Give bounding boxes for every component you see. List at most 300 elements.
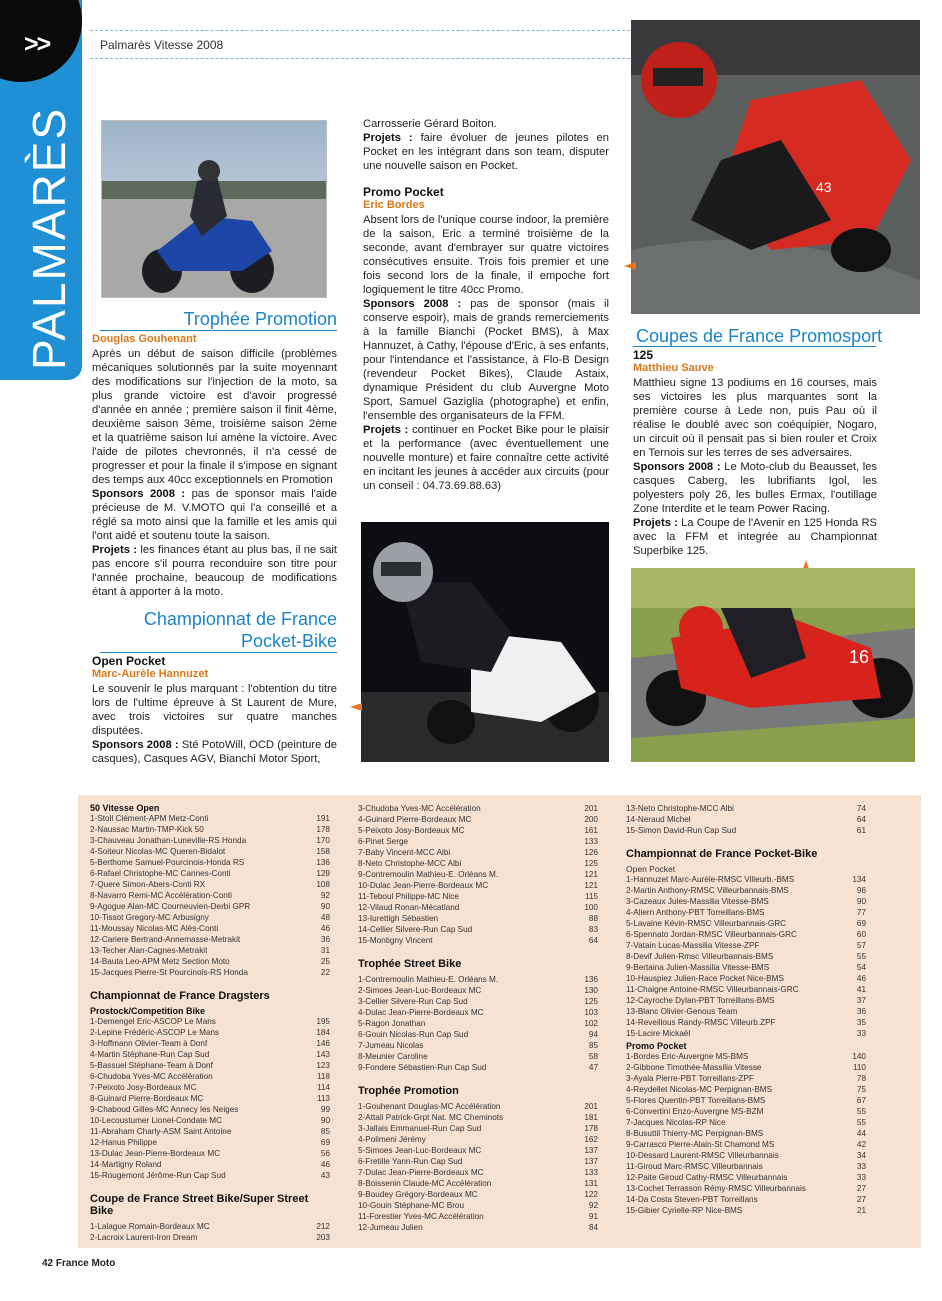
rider-entry: 9-Carrasco Pierre-Alain-St Chamond MS (626, 1140, 775, 1149)
points-value: 85 (320, 1127, 330, 1136)
results-column-1 (90, 803, 330, 1243)
header-rule (90, 30, 630, 31)
spacer (90, 1181, 330, 1191)
photo-pocket-rider (361, 522, 609, 762)
rider-name: Eric Bordes (363, 199, 425, 211)
points-value: 99 (320, 1105, 330, 1114)
paragraph-text: Le Moto-club du Beausset, les casques Caberg, les lubrifiants Igol, les polyesters poly 26, les bulles Ermax, l'outillage Zone Interdite et le team Power Racing. (633, 461, 878, 515)
rider-entry: 13-Cochet Terrasson Rémy-RMSC Villeurbannais (626, 1184, 806, 1193)
rider-name: Matthieu Sauve (633, 362, 714, 374)
rider-entry: 2-Martin Anthony-RMSC Villeurbannais-BMS (626, 886, 789, 895)
rider-name: Douglas Gouhenant (92, 333, 197, 345)
rider-entry: 4-Aliern Anthony-PBT Torreillans-BMS (626, 908, 765, 917)
paragraph-text: pas de sponsor mais l'aide précieuse de M. V.MOTO qui l'a conseillé et a réglé sa moto ainsi que la famille et les amis qui l'ont aidé et soutenu toute la saison. (92, 488, 338, 542)
table-row (90, 1093, 330, 1104)
points-value: 34 (856, 1151, 866, 1160)
rider-entry: 7-Jacques Nicolas-RP Nice (626, 1118, 726, 1127)
table-row (626, 940, 866, 951)
category-title: Promo Pocket (363, 185, 444, 199)
table-row (626, 1084, 866, 1095)
points-value: 58 (588, 1052, 598, 1061)
sponsors-label: Sponsors 2008 : (633, 461, 721, 473)
page-number: 42 (42, 1258, 54, 1269)
points-value: 61 (856, 826, 866, 835)
table-row (358, 1062, 598, 1073)
table-row (90, 890, 330, 901)
table-row (90, 846, 330, 857)
points-value: 133 (584, 837, 598, 846)
table-row (90, 1049, 330, 1060)
rider-entry: 9-Boudey Grégory-Bordeaux MC (358, 1190, 478, 1199)
points-value: 46 (320, 924, 330, 933)
heading-championnat-pocket-2: Pocket-Bike (240, 631, 337, 651)
table-row (626, 1150, 866, 1161)
points-value: 33 (856, 1029, 866, 1038)
paragraph-text: Sté PotoWill, OCD (peinture de casques), Casques AGV, Bianchi Motor Sport, (92, 739, 337, 765)
table-row (358, 1112, 598, 1123)
table-row (358, 825, 598, 836)
rider-entry: 8-Guinard Pierre-Bordeaux MC (90, 1094, 204, 1103)
points-value: 22 (320, 968, 330, 977)
points-value: 44 (856, 1129, 866, 1138)
rider-entry: 3-Jallais Emmanuel-Run Cap Sud (358, 1124, 482, 1133)
rider-entry: 1-Demengel Eric-ASCOP Le Mans (90, 1017, 216, 1026)
rider-entry: 5-Lavaine Kévin-RMSC Villeurbannais-GRC (626, 919, 787, 928)
rider-entry: 13-Blanc Olivier-Genous Team (626, 1007, 738, 1016)
table-row (626, 1006, 866, 1017)
table-row (626, 907, 866, 918)
rider-entry: 8-Navarro Remi-MC Accélération-Conti (90, 891, 232, 900)
points-value: 55 (856, 1118, 866, 1127)
rider-entry: 9-Agogue Alan-MC Courneuvien-Derbi GPR (90, 902, 251, 911)
points-value: 91 (588, 1212, 598, 1221)
article-paragraph (92, 682, 337, 766)
points-value: 47 (588, 1063, 598, 1072)
points-value: 140 (852, 1052, 866, 1061)
rider-entry: 3-Cellier Silvere-Run Cap Sud (358, 997, 468, 1006)
points-value: 102 (584, 1019, 598, 1028)
rider-entry: 9-Fondere Sébastien-Run Cap Sud (358, 1063, 487, 1072)
points-value: 92 (320, 891, 330, 900)
tab-arrows: >> (24, 30, 50, 58)
tab-vertical-title: PALMARÈS (23, 106, 75, 370)
heading-underline (100, 652, 337, 653)
paragraph-text: Absent lors de l'unique course indoor, la première de la saison, Eric a terminé troisième de la seconde, avant d'embrayer sur quatre victoires consécutives ensuite. Trois fois premier et une fois second lors de la finale, il empoche fort logiquement le titre 40cc Promo. (363, 214, 609, 296)
rider-entry: 6-Spennato Jordan-RMSC Villeurbannais-GRC (626, 930, 797, 939)
table-row (90, 967, 330, 978)
results-column-2 (358, 803, 598, 1233)
heading-championnat-pocket: Championnat de France (143, 609, 337, 629)
rider-entry: 10-Tissot Gregory-MC Arbusigny (90, 913, 209, 922)
sponsors-label: Sponsors 2008 : (363, 298, 462, 310)
rider-entry: 10-Dulac Jean-Pierre-Bordeaux MC (358, 881, 489, 890)
points-value: 92 (588, 1201, 598, 1210)
rider-entry: 2-Attali Patrick-Grpt Nat. MC Cheminots (358, 1113, 504, 1122)
rider-entry: 10-Hauspiez Julien-Race Pocket Nice-BMS (626, 974, 784, 983)
rider-entry: 6-Rafael Christophe-MC Cannes-Conti (90, 869, 231, 878)
table-row (358, 1007, 598, 1018)
results-note: Open Pocket (626, 864, 676, 874)
rider-entry: 8-Meunier Caroline (358, 1052, 428, 1061)
heading-underline (100, 330, 337, 331)
table-row (358, 924, 598, 935)
points-value: 100 (584, 903, 598, 912)
rider-entry: 6-Convertini Enzo-Auvergne MS-BZM (626, 1107, 764, 1116)
heading-underline (633, 346, 876, 347)
table-row (90, 1060, 330, 1071)
points-value: 35 (856, 1018, 866, 1027)
rider-entry: 7-Dulac Jean-Pierre-Bordeaux MC (358, 1168, 484, 1177)
points-value: 64 (588, 936, 598, 945)
article-paragraph (92, 347, 337, 599)
paragraph-text: Le souvenir le plus marquant : l'obtention du titre lors de l'ultime épreuve à St Laurent de Mure, avec trois victoires sur quatre manches disputées. (92, 683, 337, 737)
table-row (358, 1040, 598, 1051)
results-heading: Trophée Promotion (358, 1085, 459, 1097)
rider-entry: 11-Teboul Philippe-MC Nice (358, 892, 459, 901)
rider-entry: 7-Jumeau Nicolas (358, 1041, 424, 1050)
points-value: 69 (856, 919, 866, 928)
table-row (626, 885, 866, 896)
points-value: 37 (856, 996, 866, 1005)
table-row (358, 1178, 598, 1189)
page-footer (42, 1258, 115, 1269)
rider-entry: 5-Simoes Jean-Luc-Bordeaux MC (358, 1146, 482, 1155)
paragraph-text: les finances étant au plus bas, il ne sait pas encore s'il pourra reconduire son titre pour l'année prochaine, beaucoup de modifications étant à apporter à la moto. (92, 544, 338, 598)
table-row (90, 868, 330, 879)
rider-entry: 6-Gouin Nicolas-Run Cap Sud (358, 1030, 469, 1039)
rider-entry: 14-Cellier Silvere-Run Cap Sud (358, 925, 473, 934)
table-row (626, 825, 866, 836)
rider-entry: 12-Hanus Philippe (90, 1138, 157, 1147)
table-row (90, 1016, 330, 1027)
table-row (626, 1172, 866, 1183)
table-row (90, 1104, 330, 1115)
table-row (626, 951, 866, 962)
results-subheading: Promo Pocket (626, 1041, 687, 1051)
rider-entry: 13-Dulac Jean-Pierre-Bordeaux MC (90, 1149, 221, 1158)
points-value: 33 (856, 1162, 866, 1171)
table-row (358, 1167, 598, 1178)
rider-entry: 8-Boissenin Claude-MC Accélération (358, 1179, 492, 1188)
points-value: 118 (316, 1072, 330, 1081)
points-value: 94 (588, 1030, 598, 1039)
projets-label: Projets : (633, 517, 678, 529)
rider-entry: 9-Contremoulin Mathieu-E. Orléans M. (358, 870, 499, 879)
table-row (358, 1018, 598, 1029)
points-value: 195 (316, 1017, 330, 1026)
points-value: 41 (856, 985, 866, 994)
results-heading: Coupe de France Street Bike/Super Street Bike (90, 1193, 309, 1217)
table-row (358, 847, 598, 858)
rider-entry: 12-Cariere Bertrand-Annemasse-Metrakit (90, 935, 241, 944)
sponsors-label: Sponsors 2008 : (92, 739, 179, 751)
points-value: 201 (584, 1102, 598, 1111)
points-value: 131 (584, 1179, 598, 1188)
table-row (626, 995, 866, 1006)
photo-rider-promotion (101, 120, 327, 298)
points-value: 108 (316, 880, 330, 889)
bike-number: 43 (816, 179, 832, 195)
points-value: 184 (316, 1028, 330, 1037)
rider-entry: 10-Lecoustumer Lionel-Condate MC (90, 1116, 222, 1125)
table-row (90, 1159, 330, 1170)
points-value: 90 (320, 902, 330, 911)
table-row (358, 1156, 598, 1167)
table-row (626, 1106, 866, 1117)
paragraph-text: faire évoluer de jeunes pilotes en Pocket en les intégrant dans son team, disputer une nouvelle saison en Pocket. (363, 132, 609, 172)
rider-entry: 4-Guinard Pierre-Bordeaux MC (358, 815, 472, 824)
points-value: 90 (320, 1116, 330, 1125)
table-row (626, 814, 866, 825)
points-value: 43 (320, 1171, 330, 1180)
points-value: 48 (320, 913, 330, 922)
points-value: 137 (584, 1146, 598, 1155)
article-paragraph (363, 117, 609, 173)
rider-entry: 7-Peixoto Josy-Bordeaux MC (90, 1083, 197, 1092)
table-row (626, 1095, 866, 1106)
points-value: 36 (320, 935, 330, 944)
table-row (90, 912, 330, 923)
rider-entry: 1-Hannuzet Marc-Aurèle-RMSC Villeurb.-BMS (626, 875, 795, 884)
points-value: 77 (856, 908, 866, 917)
table-row (358, 891, 598, 902)
table-row (626, 1139, 866, 1150)
magazine-name: France Moto (55, 1258, 116, 1269)
table-row (626, 962, 866, 973)
points-value: 170 (316, 836, 330, 845)
heading-trophee-promotion: Trophée Promotion (183, 309, 337, 329)
points-value: 121 (584, 870, 598, 879)
table-row (90, 824, 330, 835)
rider-entry: 11-Moussay Nicolas-MC Alès-Conti (90, 924, 219, 933)
points-value: 130 (584, 986, 598, 995)
rider-entry: 5-Bassuel Stéphane-Team à Donf (90, 1061, 213, 1070)
rider-entry: 6-Pinet Serge (358, 837, 409, 846)
rider-entry: 4-Martin Stéphane-Run Cap Sud (90, 1050, 210, 1059)
table-row (358, 869, 598, 880)
rider-entry: 11-Abraham Charly-ASM Saint Antoine (90, 1127, 232, 1136)
table-row (358, 935, 598, 946)
table-row (626, 1028, 866, 1039)
table-row (358, 1189, 598, 1200)
points-value: 122 (584, 1190, 598, 1199)
points-value: 67 (856, 1096, 866, 1105)
rider-entry: 5-Ragon Jonathan (358, 1019, 426, 1028)
rider-entry: 13-Neto Christophe-MCC Albi (626, 804, 734, 813)
points-value: 125 (584, 997, 598, 1006)
rider-entry: 11-Forestier Yves-MC Accélération (358, 1212, 484, 1221)
table-row (626, 1183, 866, 1194)
results-heading: Trophée Street Bike (358, 958, 462, 970)
projets-label: Projets : (363, 132, 413, 144)
rider-entry: 9-Chaboud Gilles-MC Annecy les Neiges (90, 1105, 239, 1114)
rider-entry: 9-Bertaina Julien-Massilia Vitesse-BMS (626, 963, 770, 972)
results-heading: Championnat de France Dragsters (90, 990, 270, 1002)
points-value: 103 (584, 1008, 598, 1017)
photo-honda-rider (631, 568, 915, 762)
rider-entry: 2-Lacroix Laurent-Iron Dream (90, 1233, 198, 1242)
table-row (358, 1051, 598, 1062)
points-value: 115 (584, 892, 598, 901)
points-value: 129 (316, 869, 330, 878)
paragraph-text: La Coupe de l'Avenir en 125 Honda RS avec la FFM et integrée au Championnat Superbike 125. (633, 517, 878, 557)
table-row (90, 923, 330, 934)
table-row (358, 836, 598, 847)
article-paragraph (633, 376, 877, 558)
points-value: 114 (316, 1083, 330, 1092)
table-row (626, 1205, 866, 1216)
pointer-triangle (624, 262, 636, 270)
table-row (90, 934, 330, 945)
table-row (626, 1051, 866, 1062)
table-row (626, 1062, 866, 1073)
points-value: 121 (584, 881, 598, 890)
header-rule-bottom (90, 58, 630, 59)
table-row (90, 1221, 330, 1232)
article-paragraph (363, 213, 609, 493)
table-row (626, 803, 866, 814)
rider-entry: 13-Techer Alan-Cagnes-Metrakit (90, 946, 208, 955)
points-value: 55 (856, 952, 866, 961)
table-row (90, 1126, 330, 1137)
category-title: 125 (633, 348, 654, 362)
rider-entry: 4-Soiteur Nicolas-MC Queren-Bidalot (90, 847, 226, 856)
spacer (626, 836, 866, 846)
paragraph-text: Carrosserie Gérard Boiton. (363, 118, 497, 130)
table-row (358, 1145, 598, 1156)
points-value: 96 (856, 886, 866, 895)
rider-entry: 6-Chudoba Yves-MC Accélération (90, 1072, 213, 1081)
table-row (90, 1082, 330, 1093)
rider-entry: 6-Fretille Yann-Run Cap Sud (358, 1157, 463, 1166)
points-value: 137 (584, 1157, 598, 1166)
rider-entry: 5-Peixoto Josy-Bordeaux MC (358, 826, 465, 835)
rider-entry: 10-Gouin Stéphane-MC Brou (358, 1201, 465, 1210)
table-row (626, 973, 866, 984)
rider-entry: 7-Quere Simon-Abers-Conti RX (90, 880, 206, 889)
projets-label: Projets : (363, 424, 409, 436)
table-row (626, 896, 866, 907)
table-row (358, 1134, 598, 1145)
table-row (90, 1170, 330, 1181)
spacer (90, 978, 330, 988)
points-value: 56 (320, 1149, 330, 1158)
points-value: 110 (852, 1063, 866, 1072)
table-row (626, 1128, 866, 1139)
points-value: 27 (856, 1195, 866, 1204)
rider-entry: 14-Bauta Leo-APM Metz Section Moto (90, 957, 230, 966)
table-row (626, 1194, 866, 1205)
rider-entry: 5-Berthome Samuel-Pourcinois-Honda RS (90, 858, 245, 867)
points-value: 83 (588, 925, 598, 934)
rider-entry: 8-Devif Julien-Rmsc Villeurbannais-BMS (626, 952, 774, 961)
points-value: 46 (320, 1160, 330, 1169)
points-value: 57 (856, 941, 866, 950)
rider-entry: 15-Lacire Mickaël (626, 1029, 691, 1038)
points-value: 60 (856, 930, 866, 939)
rider-entry: 3-Ayala Pierre-PBT Torreillans-ZPF (626, 1074, 754, 1083)
table-row (626, 929, 866, 940)
rider-entry: 2-Naussac Martin-TMP-Kick 50 (90, 825, 204, 834)
points-value: 84 (588, 1223, 598, 1232)
rider-entry: 4-Polimeni Jérémy (358, 1135, 426, 1144)
table-row (90, 857, 330, 868)
points-value: 125 (584, 859, 598, 868)
table-row (358, 1200, 598, 1211)
points-value: 33 (856, 1173, 866, 1182)
points-value: 75 (856, 1085, 866, 1094)
rider-entry: 12-Cayroche Dylan-PBT Torreillans-BMS (626, 996, 775, 1005)
rider-entry: 2-Lepine Frédéric-ASCOP Le Mans (90, 1028, 220, 1037)
table-row (358, 1101, 598, 1112)
sponsors-label: Sponsors 2008 : (92, 488, 186, 500)
table-row (90, 1038, 330, 1049)
rider-entry: 2-Gibbone Timothée-Massilia Vitesse (626, 1063, 762, 1072)
rider-entry: 15-Jacques Pierre-St Pourcinois-RS Honda (90, 968, 248, 977)
points-value: 162 (584, 1135, 598, 1144)
points-value: 191 (316, 814, 330, 823)
points-value: 178 (316, 825, 330, 834)
table-row (90, 1232, 330, 1243)
paragraph-text: continuer en Pocket Bike pour le plaisir et la performance (avec éventuellement une nouvelle monture) et faire connaître cette activité en incitant les jeunes à accéder aux circuits (pour un conseil : 04.73.69.88.63) (363, 424, 610, 492)
heading-coupes-promosport: Coupes de France Promosport (636, 326, 883, 346)
rider-entry: 13-Iurettigh Sébastien (358, 914, 439, 923)
rider-entry: 4-Reydellet Nicolas-MC Perpignan-BMS (626, 1085, 773, 1094)
points-value: 134 (852, 875, 866, 884)
rider-entry: 15-Rougemont Jérôme-Run Cap Sud (90, 1171, 226, 1180)
paragraph-text: Après un début de saison difficile (problèmes mécaniques solutionnés par la suite moyennant des modifications sur l'injection de la moto, sa plus grande victoire est d'avoir progressé d'année en année ; première saison il finit 4ème, deuxième saison 3ème, troisième saison 2ème et la quatrième saison lui amène la victoire. Avec l'aide de pilotes chevronnés, il n'a cessé de progresser et pour la finale il s'impose en signant des temps aux 40cc exceptionnels en Promotion (92, 348, 337, 486)
rider-entry: 11-Chaigne Antoine-RMSC Villeurbannais-GRC (626, 985, 799, 994)
rider-entry: 3-Chudoba Yves-MC Accélération (358, 804, 481, 813)
table-row (90, 813, 330, 824)
points-value: 212 (316, 1222, 330, 1231)
table-row (90, 956, 330, 967)
rider-entry: 3-Hoffmann Olivier-Team à Donf (90, 1039, 208, 1048)
rider-name: Marc-Aurèle Hannuzet (92, 668, 209, 680)
points-value: 143 (316, 1050, 330, 1059)
rider-entry: 4-Dulac Jean-Pierre-Bordeaux MC (358, 1008, 484, 1017)
points-value: 46 (856, 974, 866, 983)
table-row (358, 902, 598, 913)
paragraph-text: Matthieu signe 13 podiums en 16 courses, mais ses victoires les plus marquantes sont la première course à Lede non, puis Pau où il réalise le doublé avec son coéquipier, Nogaro, un circuit où il pensait pas si bien rouler et Croix en Ternois sur les terres de ses adversaires. (633, 377, 877, 459)
points-value: 136 (584, 975, 598, 984)
points-value: 158 (316, 847, 330, 856)
points-value: 146 (316, 1039, 330, 1048)
table-row (358, 814, 598, 825)
points-value: 203 (316, 1233, 330, 1242)
rider-entry: 2-Simoes Jean-Luc-Bordeaux MC (358, 986, 482, 995)
table-row (90, 835, 330, 846)
rider-entry: 3-Cazeaux Jules-Massilia Vitesse-BMS (626, 897, 769, 906)
table-row (90, 1148, 330, 1159)
table-row (358, 858, 598, 869)
page-header: Palmarès Vitesse 2008 (100, 38, 224, 52)
paragraph-text: pas de sponsor (mais il conserve espoir), mais de grands remerciements à la famille Bianchi (Pocket BMS), à Max Hannuzet, à Cathy, l'épouse d'Eric, à ses enfants, pour l'intendance et l'assistance, à Flo-B Design (revendeur Pocket Bikes), Claude Astaix, dynamique Président du club Auvergne Moto Sport, Samuel Gaziglia (photographe) et enfin, l'ensemble des organisateurs de la FFM. (363, 298, 609, 422)
points-value: 36 (856, 1007, 866, 1016)
rider-entry: 14-Martigny Roland (90, 1160, 162, 1169)
rider-entry: 7-Baby Vincent-MCC Albi (358, 848, 451, 857)
table-row (90, 901, 330, 912)
points-value: 85 (588, 1041, 598, 1050)
rider-entry: 12-Vilaud Ronan-Mécatland (358, 903, 460, 912)
table-row (90, 945, 330, 956)
rider-entry: 14-Reveillous Randy-RMSC Villeurb.ZPF (626, 1018, 776, 1027)
table-row (626, 1117, 866, 1128)
points-value: 64 (856, 815, 866, 824)
rider-entry: 10-Dessard Laurent-RMSC Villeurbannais (626, 1151, 779, 1160)
points-value: 90 (856, 897, 866, 906)
bike-number: 16 (849, 647, 870, 667)
